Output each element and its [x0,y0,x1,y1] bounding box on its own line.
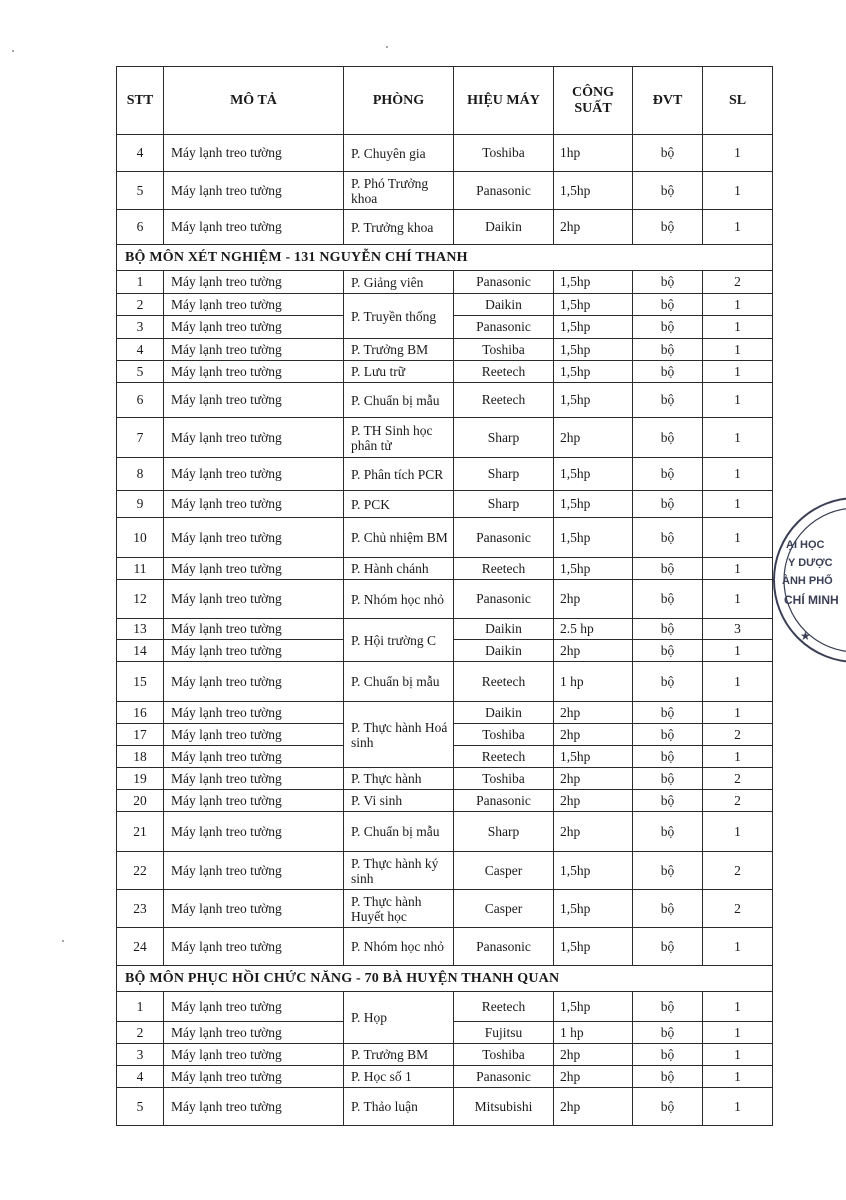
table-row: 22 Máy lạnh treo tường P. Thực hành ký sinh Casper 1,5hp bộ 2 [117,852,773,890]
table-row: 23 Máy lạnh treo tường P. Thực hành Huyết học Casper 1,5hp bộ 2 [117,890,773,928]
table-row: 11 Máy lạnh treo tường P. Hành chánh Reetech 1,5hp bộ 1 [117,558,773,580]
table-row: 2 Máy lạnh treo tường P. Truyền thống Daikin 1,5hp bộ 1 [117,294,773,316]
star-icon: ★ [800,629,811,643]
table-row: 4 Máy lạnh treo tường P. Trưởng BM Toshiba 1,5hp bộ 1 [117,339,773,361]
header-row [117,67,773,135]
table-row: 4 Máy lạnh treo tường P. Học số 1 Panasonic 2hp bộ 1 [117,1066,773,1088]
table-row: 19 Máy lạnh treo tường P. Thực hành Toshiba 2hp bộ 2 [117,768,773,790]
table-row: 7 Máy lạnh treo tường P. TH Sinh học phân tử Sharp 2hp bộ 1 [117,418,773,458]
table-row: 5 Máy lạnh treo tường P. Phó Trưởng khoa Panasonic 1,5hp bộ 1 [117,172,773,210]
table-row: 3 Máy lạnh treo tường Panasonic 1,5hp bộ 1 [117,316,773,339]
table-row: 24 Máy lạnh treo tường P. Nhóm học nhỏ Panasonic 1,5hp bộ 1 [117,928,773,966]
stamp-line-2: Y DƯỢC [788,557,833,569]
table-row: 6 Máy lạnh treo tường P. Chuẩn bị mẫu Reetech 1,5hp bộ 1 [117,383,773,418]
scan-speck [62,940,64,942]
section-title: BỘ MÔN XÉT NGHIỆM - 131 NGUYỄN CHÍ THANH [117,245,773,271]
table-row: 1 Máy lạnh treo tường P. Họp Reetech 1,5hp bộ 1 [117,992,773,1022]
equipment-table [116,66,773,1126]
header-power: CÔNG SUẤT [554,67,633,135]
table-row: 17 Máy lạnh treo tường Toshiba 2hp bộ 2 [117,724,773,746]
header-desc: MÔ TẢ [164,67,344,135]
section-header-xet-nghiem [117,245,773,271]
table-row: 9 Máy lạnh treo tường P. PCK Sharp 1,5hp bộ 1 [117,491,773,518]
table-row: 4 Máy lạnh treo tường P. Chuyên gia Toshiba 1hp bộ 1 [117,135,773,172]
official-stamp [768,494,846,674]
table-row: 1 Máy lạnh treo tường P. Giảng viên Panasonic 1,5hp bộ 2 [117,271,773,294]
header-room: PHÒNG [344,67,454,135]
table-row: 15 Máy lạnh treo tường P. Chuẩn bị mẫu Reetech 1 hp bộ 1 [117,662,773,702]
table-row: 5 Máy lạnh treo tường P. Lưu trữ Reetech 1,5hp bộ 1 [117,361,773,383]
table-row: 3 Máy lạnh treo tường P. Trưởng BM Toshiba 2hp bộ 1 [117,1044,773,1066]
table-row: 20 Máy lạnh treo tường P. Vi sinh Panasonic 2hp bộ 2 [117,790,773,812]
table-row: 13 Máy lạnh treo tường P. Hội trường C Daikin 2.5 hp bộ 3 [117,619,773,640]
table-row: 8 Máy lạnh treo tường P. Phân tích PCR Sharp 1,5hp bộ 1 [117,458,773,491]
scan-speck [12,50,14,52]
stamp-line-1: ẠI HỌC [786,539,825,551]
table-row: 18 Máy lạnh treo tường Reetech 1,5hp bộ 1 [117,746,773,768]
table-row: 5 Máy lạnh treo tường P. Thảo luận Mitsubishi 2hp bộ 1 [117,1088,773,1126]
table-row: 6 Máy lạnh treo tường P. Trưởng khoa Daikin 2hp bộ 1 [117,210,773,245]
table-row: 21 Máy lạnh treo tường P. Chuẩn bị mẫu Sharp 2hp bộ 1 [117,812,773,852]
header-unit: ĐVT [633,67,703,135]
section-title: BỘ MÔN PHỤC HỒI CHỨC NĂNG - 70 BÀ HUYỆN THANH QUAN [117,966,773,992]
header-brand: HIỆU MÁY [454,67,554,135]
table-row: 14 Máy lạnh treo tường Daikin 2hp bộ 1 [117,640,773,662]
stamp-line-3: ÀNH PHỐ [782,575,833,587]
section-header-phuc-hoi [117,966,773,992]
header-stt: STT [117,67,164,135]
table-row: 16 Máy lạnh treo tường P. Thực hành Hoá sinh Daikin 2hp bộ 1 [117,702,773,724]
stamp-line-4: CHÍ MINH [784,593,839,607]
header-qty: SL [703,67,773,135]
table-row: 10 Máy lạnh treo tường P. Chủ nhiệm BM Panasonic 1,5hp bộ 1 [117,518,773,558]
table-row: 12 Máy lạnh treo tường P. Nhóm học nhỏ Panasonic 2hp bộ 1 [117,580,773,619]
scan-speck [386,46,388,48]
table-row: 2 Máy lạnh treo tường Fujitsu 1 hp bộ 1 [117,1022,773,1044]
